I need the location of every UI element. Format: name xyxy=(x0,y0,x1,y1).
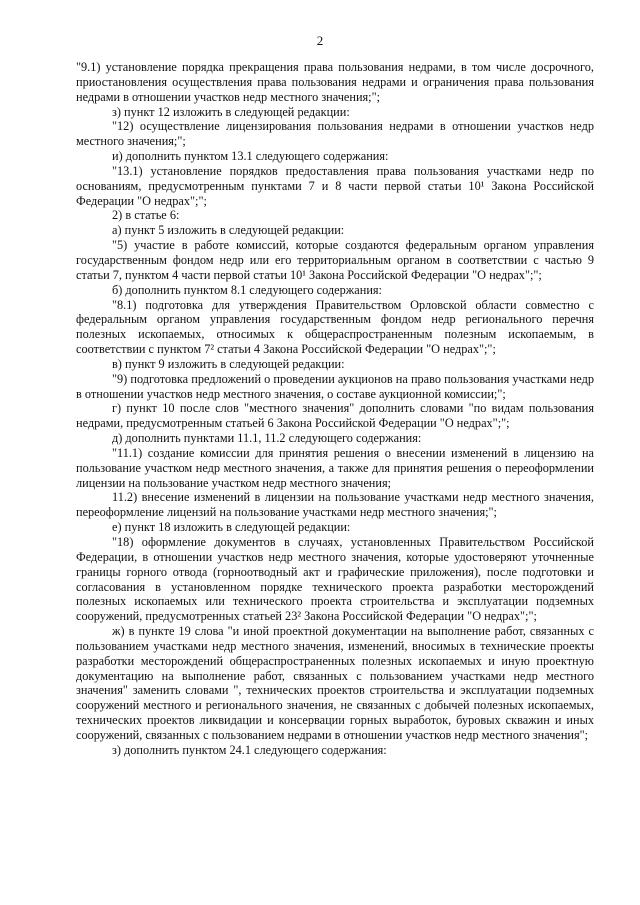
paragraph-9-1: "9.1) установление порядка прекращения права пользования недрами, в том числе досрочного, приостановления осуществления права пользования недрами и ограничения права пользования недрами в отношении участков недр местного значения;"; xyxy=(76,60,594,104)
paragraph-item-e-18: е) пункт 18 изложить в следующей редакции: xyxy=(112,520,351,535)
paragraph-13-1: "13.1) установление порядков предоставления права пользования участками недр по основаниям, предусмотренным пунктами 7 и 8 части первой статьи 10¹ Закона Российской Федерации "О недрах";"; xyxy=(76,163,594,208)
paragraph-8-1: "8.1) подготовка для утверждения Правительством Орловской области совместно с федеральным органом управления государственным фондом недр регионального перечня полезных ископаемых, относимых к общераспространенным полезным ископаемым, в соответствии с пунктом 7² статьи 4 Закона Российской Федерации "О недрах";"; xyxy=(76,297,594,357)
paragraph-item-v-9: в) пункт 9 изложить в следующей редакции: xyxy=(112,356,345,371)
paragraph-item-g-10: г) пункт 10 после слов "местного значения" дополнить словами "по видам пользования недрами, предусмотренным статьей 6 Закона Российской Федерации "О недрах";"; xyxy=(76,401,594,431)
paragraph-18: "18) оформление документов в случаях, установленных Правительством Российской Федерации, в отношении участков недр местного значения, которые удостоверяют уточненные границы горного отвода (горноотводный акт и графические приложения), после подготовки и согласования в установленном порядке технического проекта разработки месторождений полезных ископаемых или технического проекта строительства и эксплуатации подземных сооружений, предусмотренных статьей 23² Закона Российской Федерации "О недрах";"; xyxy=(76,535,594,624)
paragraph-article-6: 2) в статье 6: xyxy=(112,208,180,223)
paragraph-9: "9) подготовка предложений о проведении аукционов на право пользования участками недр в отношении участков недр местного значения, о составе аукционной комиссии;"; xyxy=(76,371,594,401)
paragraph-5: "5) участие в работе комиссий, которые создаются федеральным органом управления государственным фондом недр или его территориальным органом в соответствии с частью 9 статьи 7, пунктом 4 части первой статьи 10¹ Закона Российской Федерации "О недрах";"; xyxy=(76,238,594,282)
paragraph-12: "12) осуществление лицензирования пользования недрами в отношении участков недр местного значения;"; xyxy=(76,119,594,149)
paragraph-item-z-12: з) пункт 12 изложить в следующей редакции: xyxy=(112,104,350,119)
paragraph-item-b-8-1: б) дополнить пунктом 8.1 следующего содержания: xyxy=(112,282,382,297)
paragraph-item-d-11: д) дополнить пунктами 11.1, 11.2 следующего содержания: xyxy=(112,431,422,446)
page-number: 2 xyxy=(316,33,324,48)
document-body xyxy=(76,60,594,758)
paragraph-item-a-5: а) пункт 5 изложить в следующей редакции: xyxy=(112,223,345,238)
paragraph-item-zh-19: ж) в пункте 19 слова "и иной проектной документации на выполнение работ, связанных с пользованием участками недр местного значения, изменений, вносимых в технические проекты разработки месторождений общераспространенных полезных ископаемых и иную проектную документацию на выполнение работ, связанных с пользованием участками недр местного значения" заменить словами ", технических проектов строительства и эксплуатации подземных сооружений местного и регионального значения, не связанных с добычей полезных ископаемых, технических проектов ликвидации и консервации горных выработок, буровых скважин и иных сооружений, связанных с пользованием недрами в отношении участков недр местного значения"; xyxy=(76,624,594,742)
paragraph-11-2: 11.2) внесение изменений в лицензии на пользование участками недр местного значения, переоформление лицензий на пользование участками недр местного значения;"; xyxy=(76,490,594,520)
paragraph-11-1: "11.1) создание комиссии для принятия решения о внесении изменений в лицензию на пользование участком недр местного значения, а также для принятия решения о переоформлении лицензии на пользование участком недр местного значения; xyxy=(76,445,594,490)
paragraph-item-z-24-1: з) дополнить пунктом 24.1 следующего содержания: xyxy=(112,742,387,757)
paragraph-item-i-13-1: и) дополнить пунктом 13.1 следующего содержания: xyxy=(112,149,389,164)
